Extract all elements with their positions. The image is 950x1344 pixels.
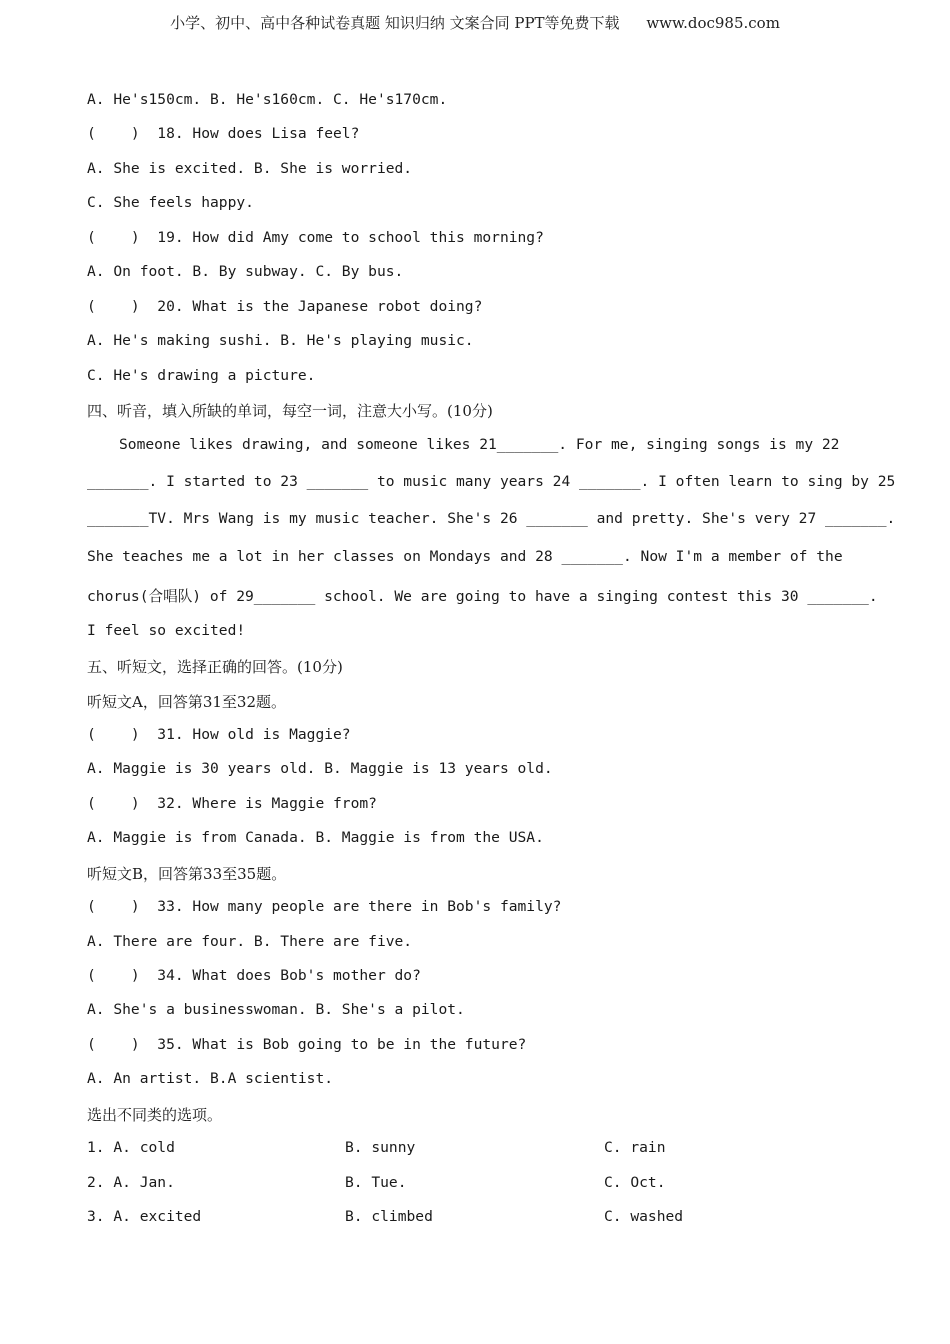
- question-34: ( ) 34. What does Bob's mother do?: [87, 967, 421, 984]
- question-32: ( ) 32. Where is Maggie from?: [87, 795, 377, 812]
- choice-2-a: 2. A. Jan.: [87, 1174, 175, 1191]
- option-line-20a: A. He's making sushi. B. He's playing music.: [87, 332, 474, 349]
- option-line-32: A. Maggie is from Canada. B. Maggie is from the USA.: [87, 829, 544, 846]
- page-header: [0, 12, 950, 33]
- choice-3-b: B. climbed: [345, 1208, 433, 1225]
- choice-3-c: C. washed: [604, 1208, 684, 1225]
- choice-2-c: C. Oct.: [604, 1174, 666, 1191]
- section-5-heading: 五、听短文，选择正确的回答。(10分): [87, 658, 343, 676]
- question-33: ( ) 33. How many people are there in Bob's family?: [87, 898, 562, 915]
- passage-line-4: She teaches me a lot in her classes on Mondays and 28 _______. Now I'm a member of the: [87, 548, 843, 565]
- question-31: ( ) 31. How old is Maggie?: [87, 726, 351, 743]
- section-4-heading: 四、听音，填入所缺的单词，每空一词，注意大小写。(10分): [87, 402, 493, 420]
- passage-a-instruction: 听短文A，回答第31至32题。: [87, 693, 287, 711]
- choice-1-a: 1. A. cold: [87, 1139, 175, 1156]
- header-text: 小学、初中、高中各种试卷真题 知识归纳 文案合同 PPT等免费下载: [170, 14, 620, 32]
- passage-line-6: I feel so excited!: [87, 622, 246, 639]
- passage-b-instruction: 听短文B，回答第33至35题。: [87, 865, 287, 883]
- option-line-31: A. Maggie is 30 years old. B. Maggie is 13 years old.: [87, 760, 553, 777]
- choice-1-c: C. rain: [604, 1139, 666, 1156]
- option-line-18b: C. She feels happy.: [87, 194, 254, 211]
- option-line-20b: C. He's drawing a picture.: [87, 367, 316, 384]
- passage-line-5: chorus(合唱队) of 29_______ school. We are going to have a singing contest this 30 _______.: [87, 588, 878, 605]
- question-18: ( ) 18. How does Lisa feel?: [87, 125, 360, 142]
- question-19: ( ) 19. How did Amy come to school this morning?: [87, 229, 544, 246]
- option-line-33: A. There are four. B. There are five.: [87, 933, 413, 950]
- passage-line-2: _______. I started to 23 _______ to music many years 24 _______. I often learn to sing by 25: [87, 473, 896, 490]
- passage-line-1: Someone likes drawing, and someone likes 21_______. For me, singing songs is my 22: [119, 436, 840, 453]
- option-line-19: A. On foot. B. By subway. C. By bus.: [87, 263, 404, 280]
- option-line-35: A. An artist. B.A scientist.: [87, 1070, 334, 1087]
- odd-one-out-heading: 选出不同类的选项。: [87, 1106, 223, 1124]
- choice-1-b: B. sunny: [345, 1139, 416, 1156]
- option-line-18a: A. She is excited. B. She is worried.: [87, 160, 413, 177]
- choice-3-a: 3. A. excited: [87, 1208, 202, 1225]
- option-line-17: A. He's150cm. B. He's160cm. C. He's170cm.: [87, 91, 448, 108]
- passage-line-3: _______TV. Mrs Wang is my music teacher. She's 26 _______ and pretty. She's very 27 _______.: [87, 510, 896, 527]
- question-35: ( ) 35. What is Bob going to be in the future?: [87, 1036, 527, 1053]
- option-line-34: A. She's a businesswoman. B. She's a pilot.: [87, 1001, 465, 1018]
- question-20: ( ) 20. What is the Japanese robot doing?: [87, 298, 483, 315]
- choice-2-b: B. Tue.: [345, 1174, 407, 1191]
- header-site-url[interactable]: www.doc985.com: [646, 14, 780, 32]
